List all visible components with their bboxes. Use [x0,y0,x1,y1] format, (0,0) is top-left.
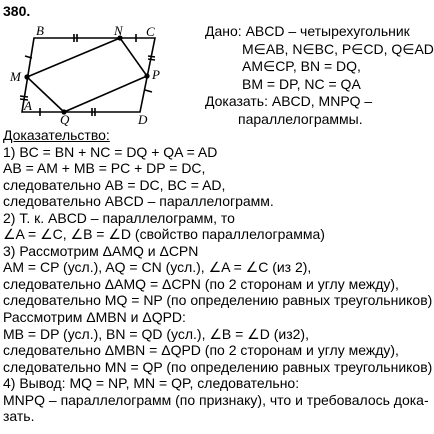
label-d: D [138,112,148,127]
proof-line: следовательно AB = DC, BC = AD, [3,176,226,193]
label-m: M [10,69,21,84]
label-n: N [114,23,123,38]
proof-line: следовательно MN = QP (по определению равных треугольников) [3,358,433,375]
label-b: B [36,23,44,38]
proof-line: MB = DP (усл.), BN = QD (усл.), ∠B = ∠D (из2), [3,325,309,342]
mnpq-parallelogram [27,38,147,112]
given-cond3: BM = DP, NC = QA [242,75,361,92]
proof-line: следовательно ΔMBN = ΔQPD (по 2 сторонам и углу между), [3,342,399,359]
proof-line: ∠A = ∠C, ∠B = ∠D (свойство параллелограмма) [3,226,325,243]
label-c: C [146,24,155,39]
proof-line: MNPQ – параллелограмм (по признаку), что и требовалось дока- [3,391,429,408]
label-p: P [152,67,160,82]
proof-heading: Доказательство: [3,127,110,143]
proof-line: 4) Вывод: MQ = NP, MN = QP, следовательно: [3,375,300,392]
proof-line: следовательно ΔAMQ = ΔCPN (по 2 сторонам и углу между), [3,275,399,292]
parallelogram-figure [10,23,172,127]
proof-line: 3) Рассмотрим ΔAMQ и ΔCPN [3,242,199,259]
given-title: Дано: ABCD – четырехугольник [205,23,410,39]
label-q: Q [60,112,70,127]
proof-line: следовательно ABCD – параллелограмм. [3,193,274,210]
label-a: A [24,98,32,113]
proof-line: следовательно MQ = NP (по определению равных треугольников) [3,292,433,309]
proof-line: AM = CP (усл.), AQ = CN (усл.), ∠A = ∠C (из 2), [3,259,312,276]
problem-number: 380. [3,3,31,19]
prove-line2: параллелограммы. [238,110,363,127]
proof-line: Рассмотрим ΔMBN и ΔQPD: [3,309,186,326]
proof-line: 1) BC = BN + NC = DQ + QA = AD [3,143,218,160]
proof-block [3,127,432,425]
proof-line: AB = AM + MB = PC + DP = DC, [3,160,206,177]
given-cond1: M∈AB, N∈BC, P∈CD, Q∈AD [242,40,434,57]
given-cond2: AM∈CP, BN = DQ, [242,58,361,74]
proof-line: 2) Т. к. ABCD – параллелограмм, то [3,209,235,226]
proof-line: зать. [3,408,35,425]
prove-line: Доказать: ABCD, MNPQ – [205,93,373,109]
given-block [205,23,434,128]
